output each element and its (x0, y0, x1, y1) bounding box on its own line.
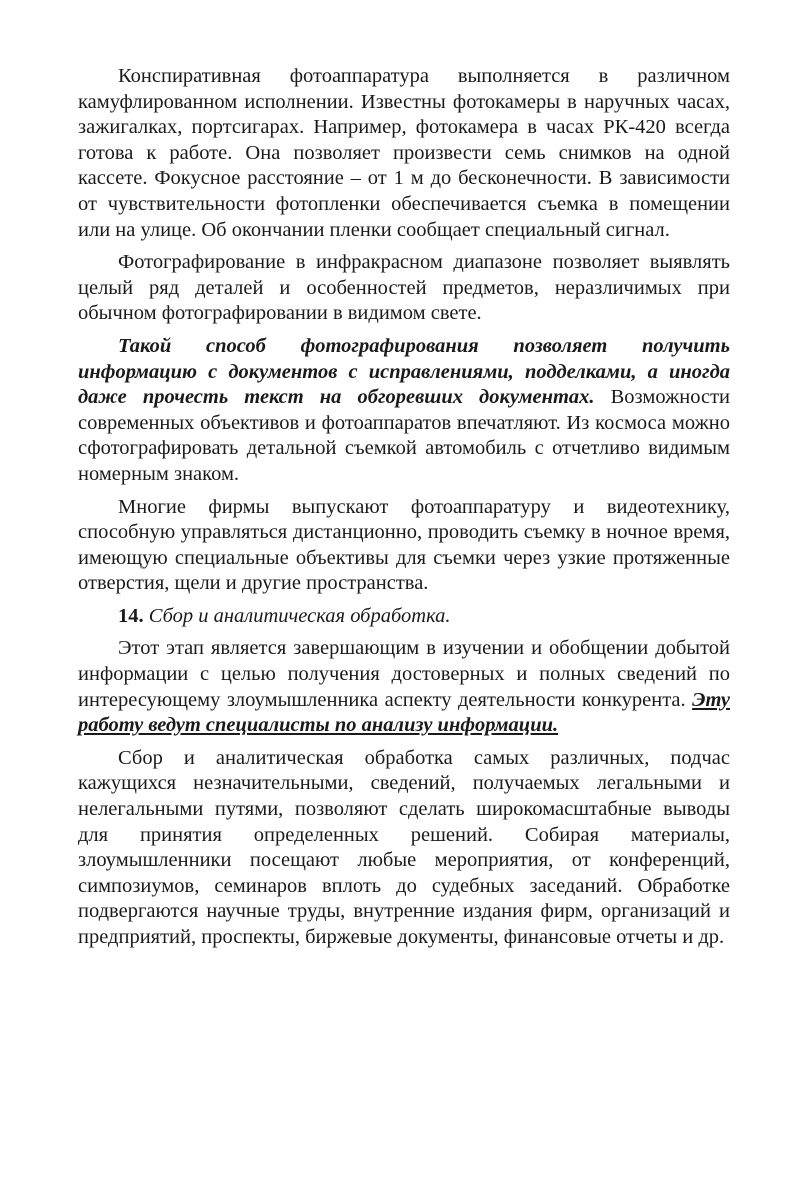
paragraph-remote-equipment: Многие фирмы выпускают фотоаппаратуру и видеотехнику, способную управляться дистанционно, проводить съемку в ночное время, имеющую специальные объективы для съемки через узкие протяженные отверстия, щели и другие пространства. (78, 495, 730, 595)
section-title: Сбор и аналитическая обработка. (148, 604, 451, 627)
paragraph-camouflaged-cameras: Конспиративная фотоаппаратура выполняется в различном камуфлированном исполнении. Известны фотокамеры в наручных часах, зажигалках, портсигарах. Например, фотокамера в часах РК-420 всегда готова к работе. Она позволяет произвести семь снимков на одной кассете. Фокусное расстояние – от 1 м до бесконечности. В зависимости от чувствительности фотопленки обеспечивается съемка в помещении или на улице. Об окончании пленки сообщает специальный сигнал. (78, 65, 730, 241)
paragraph-text: Возможности современных объективов и фотоаппаратов впечатляют. Из космоса можно сфотографировать детальной съемкой автомобиль с отчетливо видимым номерным знаком. (78, 386, 730, 485)
page-body (78, 64, 730, 958)
paragraph-text: Этот этап является завершающим в изучении и обобщении добытой информации с целью получения достоверных и полных сведений по интересующему злоумышленника аспекту деятельности конкурента. (78, 637, 730, 711)
emphasized-text: Такой способ фотографирования позволяет получить информацию с документов с исправлениями, подделками, а иногда даже прочесть текст на обгоревших документах. (78, 334, 730, 409)
section-number: 14. (118, 604, 144, 627)
paragraph-documents-recovery (78, 334, 730, 488)
paragraph-collection-sources: Сбор и аналитическая обработка самых различных, подчас кажущихся незначительными, сведений, получаемых легальными и нелегальными путями, позволяют сделать широкомасштабные выводы для принятия определенных решений. Собирая материалы, злоумышленники посещают любые мероприятия, от конференций, симпозиумов, семинаров вплоть до судебных заседаний. Обработке подвергаются научные труды, внутренние издания фирм, организаций и предприятий, проспекты, биржевые документы, финансовые отчеты и др. (78, 746, 730, 948)
section-heading (78, 604, 730, 630)
paragraph-analysis-stage (78, 636, 730, 738)
paragraph-infrared-photography: Фотографирование в инфракрасном диапазоне позволяет выявлять целый ряд деталей и особенностей предметов, неразличимых при обычном фотографировании в видимом свете. (78, 251, 730, 325)
emphasized-text: Эту работу ведут специалисты по анализу информации. (78, 688, 730, 737)
